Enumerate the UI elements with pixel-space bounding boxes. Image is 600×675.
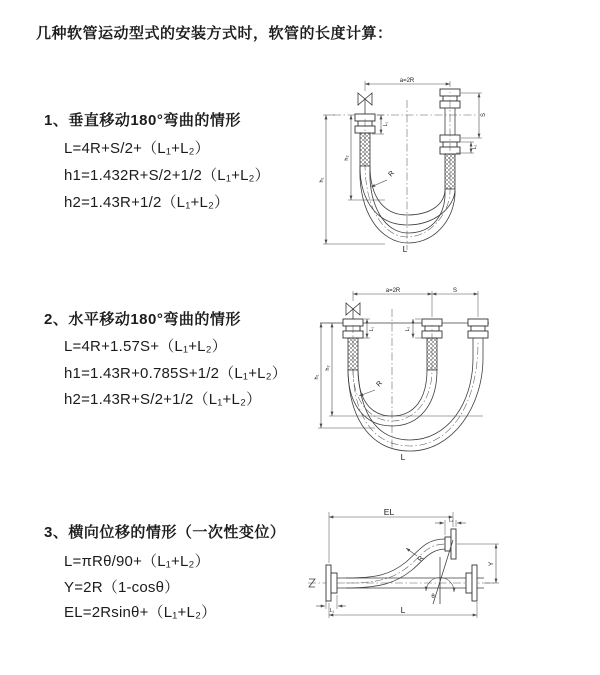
- radius-label: R: [387, 169, 396, 179]
- dim-label-l1: L₁: [369, 326, 375, 332]
- diagram-vertical-movement-u-bend: [305, 74, 595, 264]
- dim-label-l1: L₁: [383, 121, 389, 127]
- section-3-formula-Y: Y=2R（1-cosθ）: [64, 579, 180, 596]
- page-title: 几种软管运动型式的安装方式时，软管的长度计算：: [36, 25, 393, 42]
- dim-label-l2: L₂: [405, 326, 411, 332]
- dimension-stroke-s: [461, 93, 487, 138]
- section-1-formula-h2: h2=1.43R+1/2（L₁+L₂）: [64, 194, 230, 211]
- dimension-a2r: [353, 288, 432, 317]
- section-2-formula-L: L=4R+1.57S+（L₁+L₂）: [64, 338, 227, 355]
- upper-flange-fitting: [445, 529, 456, 559]
- length-label: L: [400, 452, 406, 462]
- dim-label-el: EL: [383, 507, 395, 517]
- dim-label-l2: L₂: [448, 517, 454, 524]
- dim-label-a2r: a=2R: [399, 78, 415, 84]
- radius-label: R: [416, 554, 426, 564]
- section-3-heading: 3、横向位移的情形（一次性变位）: [44, 524, 286, 541]
- dimension-y: [457, 544, 499, 583]
- section-3-formula-EL: EL=2Rsinθ+（L₁+L₂）: [64, 604, 217, 621]
- dimension-l: [329, 602, 477, 618]
- section-1-formula-h1: h1=1.432R+S/2+1/2（L₁+L₂）: [64, 167, 270, 184]
- dimension-el: [329, 507, 453, 563]
- dim-label-y: Y: [488, 561, 495, 567]
- valve-icon: [346, 303, 360, 319]
- section-3-formula-L: L=πRθ/90+（L₁+L₂）: [64, 553, 210, 570]
- dim-label-h2: h₂: [325, 365, 331, 371]
- valve-icon: [358, 93, 372, 114]
- dimension-a2r: [365, 78, 450, 91]
- length-label: L: [402, 244, 408, 254]
- dimension-l2: [435, 518, 466, 536]
- section-2-formula-h2: h2=1.43R+S/2+1/2（L₁+L₂）: [64, 391, 262, 408]
- hose-curves: [348, 325, 483, 451]
- diagram-horizontal-movement-u-bend: [305, 282, 600, 472]
- dim-label-l1: L₁: [329, 608, 335, 614]
- dim-label-h1: h₁: [319, 177, 325, 183]
- radius-callout: [371, 170, 396, 187]
- radius-callout: [359, 380, 384, 396]
- angle-label: θ: [431, 594, 435, 600]
- dim-label-s: S: [452, 288, 458, 294]
- section-2-formula-h1: h1=1.43R+0.785S+1/2（L₁+L₂）: [64, 365, 287, 382]
- radius-label: R: [375, 379, 384, 389]
- dim-label-h2: h₂: [344, 155, 350, 161]
- dim-label-l: L: [400, 605, 406, 615]
- section-1-heading: 1、垂直移动180°弯曲的情形: [44, 112, 241, 129]
- radius-callout: [406, 548, 426, 563]
- dimension-h1: [314, 323, 375, 428]
- dim-label-h1: h₁: [314, 374, 320, 380]
- dimension-stroke-s: [432, 288, 478, 317]
- right-flange-fitting: [466, 565, 484, 601]
- dim-label-l2: L₂: [472, 144, 478, 150]
- dim-label-a2r: a=2R: [385, 288, 401, 294]
- section-2-heading: 2、水平移动180°弯曲的情形: [44, 311, 241, 328]
- dim-label-s: S: [481, 112, 487, 118]
- section-1-formula-L: L=4R+S/2+（L₁+L₂）: [64, 140, 210, 157]
- diagram-lateral-displacement: [296, 503, 600, 648]
